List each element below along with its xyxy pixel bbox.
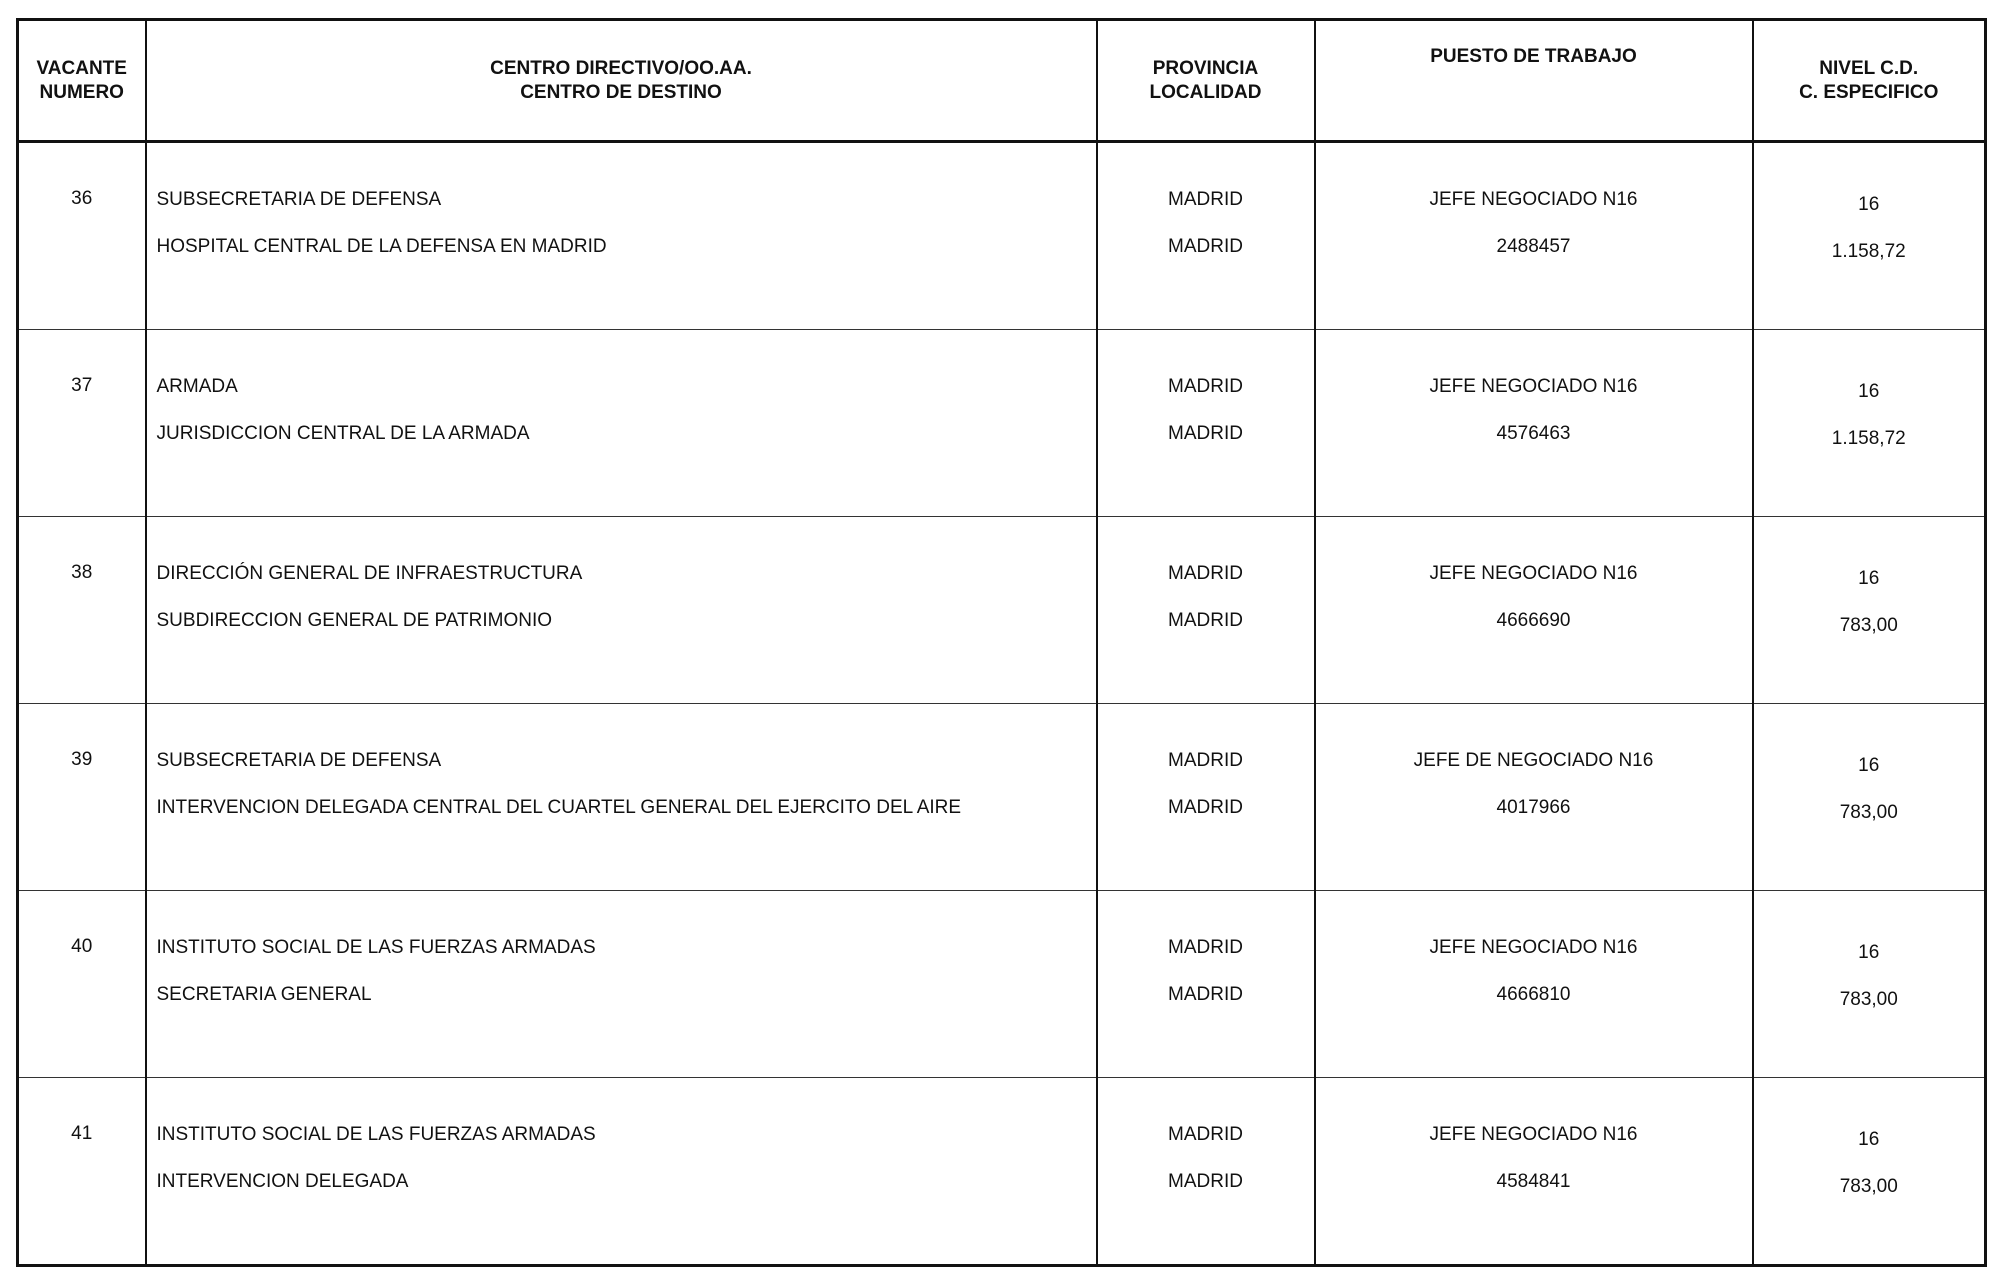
header-nivel-especifico: [1753, 20, 1986, 142]
table-row: [18, 891, 1986, 1078]
nivel-cd: 16: [1858, 755, 1880, 776]
vacante-number-cell: [18, 517, 146, 704]
puesto-trabajo: JEFE NEGOCIADO N16: [1429, 1124, 1638, 1145]
centro-cell: [146, 142, 1097, 330]
puesto-trabajo: JEFE NEGOCIADO N16: [1429, 937, 1638, 958]
complemento-especifico: 1.158,72: [1831, 428, 1906, 449]
provincia: MADRID: [1168, 563, 1243, 584]
header-puesto-line-1: PUESTO DE TRABAJO: [1430, 46, 1637, 67]
header-puesto-trabajo: [1315, 20, 1753, 142]
header-provincia-line-2: LOCALIDAD: [1149, 81, 1262, 103]
centro-destino: SECRETARIA GENERAL: [156, 984, 372, 1005]
nivel-cd: 16: [1858, 381, 1880, 402]
puesto-codigo: 4576463: [1496, 423, 1571, 444]
provincia: MADRID: [1168, 189, 1243, 210]
complemento-especifico: 1.158,72: [1831, 241, 1906, 262]
table-body: [18, 142, 1986, 1266]
provincia-cell: [1097, 704, 1315, 891]
header-nivel-line-1: NIVEL C.D.: [1819, 57, 1919, 79]
nivel-cell: [1753, 330, 1986, 517]
provincia-cell: [1097, 1078, 1315, 1266]
provincia-cell: [1097, 330, 1315, 517]
header-vacante-line-2: NUMERO: [39, 81, 124, 103]
table-row: [18, 142, 1986, 330]
provincia: MADRID: [1168, 376, 1243, 397]
puesto-cell: [1315, 142, 1753, 330]
nivel-cd: 16: [1858, 1129, 1880, 1150]
vacante-number: 41: [71, 1123, 93, 1144]
table-row: [18, 517, 1986, 704]
nivel-cell: [1753, 704, 1986, 891]
nivel-cell: [1753, 517, 1986, 704]
centro-destino: INTERVENCION DELEGADA: [156, 1171, 409, 1192]
puesto-codigo: 4017966: [1496, 797, 1571, 818]
provincia-cell: [1097, 517, 1315, 704]
nivel-cell: [1753, 1078, 1986, 1266]
centro-cell: [146, 891, 1097, 1078]
vacante-number: 39: [71, 749, 93, 770]
centro-directivo: INSTITUTO SOCIAL DE LAS FUERZAS ARMADAS: [156, 1124, 596, 1145]
header-vacante-line-1: VACANTE: [36, 57, 127, 79]
centro-directivo: INSTITUTO SOCIAL DE LAS FUERZAS ARMADAS: [156, 937, 596, 958]
localidad: MADRID: [1168, 1171, 1243, 1192]
provincia-cell: [1097, 891, 1315, 1078]
centro-destino: INTERVENCION DELEGADA CENTRAL DEL CUARTEL GENERAL DEL EJERCITO DEL AIRE: [156, 797, 962, 818]
vacante-number-cell: [18, 330, 146, 517]
complemento-especifico: 783,00: [1839, 615, 1898, 636]
table-row: [18, 330, 1986, 517]
vacante-number-cell: [18, 704, 146, 891]
vacante-number-cell: [18, 142, 146, 330]
header-provincia-line-1: PROVINCIA: [1152, 57, 1259, 79]
centro-destino: JURISDICCION CENTRAL DE LA ARMADA: [156, 423, 530, 444]
vacante-number-cell: [18, 1078, 146, 1266]
puesto-trabajo: JEFE DE NEGOCIADO N16: [1413, 750, 1654, 771]
centro-destino: SUBDIRECCION GENERAL DE PATRIMONIO: [156, 610, 553, 631]
puesto-cell: [1315, 1078, 1753, 1266]
localidad: MADRID: [1168, 236, 1243, 257]
puesto-codigo: 4584841: [1496, 1171, 1571, 1192]
provincia-cell: [1097, 142, 1315, 330]
centro-cell: [146, 704, 1097, 891]
puesto-cell: [1315, 704, 1753, 891]
nivel-cd: 16: [1858, 568, 1880, 589]
table-row: [18, 704, 1986, 891]
puesto-trabajo: JEFE NEGOCIADO N16: [1429, 376, 1638, 397]
provincia: MADRID: [1168, 1124, 1243, 1145]
vacante-number-cell: [18, 891, 146, 1078]
header-provincia-localidad: [1097, 20, 1315, 142]
centro-directivo: SUBSECRETARIA DE DEFENSA: [156, 189, 442, 210]
nivel-cell: [1753, 891, 1986, 1078]
vacancies-table: [16, 18, 1987, 1267]
puesto-cell: [1315, 891, 1753, 1078]
provincia: MADRID: [1168, 937, 1243, 958]
centro-directivo: DIRECCIÓN GENERAL DE INFRAESTRUCTURA: [156, 563, 583, 584]
localidad: MADRID: [1168, 984, 1243, 1005]
puesto-trabajo: JEFE NEGOCIADO N16: [1429, 563, 1638, 584]
complemento-especifico: 783,00: [1839, 802, 1898, 823]
vacante-number: 40: [71, 936, 93, 957]
centro-directivo: ARMADA: [156, 376, 238, 397]
header-centro-line-2: CENTRO DE DESTINO: [520, 81, 722, 103]
vacante-number: 36: [71, 188, 93, 209]
complemento-especifico: 783,00: [1839, 989, 1898, 1010]
centro-cell: [146, 1078, 1097, 1266]
nivel-cell: [1753, 142, 1986, 330]
header-nivel-line-2: C. ESPECIFICO: [1799, 81, 1939, 103]
centro-cell: [146, 517, 1097, 704]
vacante-number: 38: [71, 562, 93, 583]
localidad: MADRID: [1168, 423, 1243, 444]
header-centro-line-1: CENTRO DIRECTIVO/OO.AA.: [490, 57, 752, 79]
centro-destino: HOSPITAL CENTRAL DE LA DEFENSA EN MADRID: [156, 236, 607, 257]
header-centro: [146, 20, 1097, 142]
puesto-codigo: 4666690: [1496, 610, 1571, 631]
nivel-cd: 16: [1858, 942, 1880, 963]
localidad: MADRID: [1168, 610, 1243, 631]
provincia: MADRID: [1168, 750, 1243, 771]
puesto-cell: [1315, 330, 1753, 517]
puesto-trabajo: JEFE NEGOCIADO N16: [1429, 189, 1638, 210]
nivel-cd: 16: [1858, 194, 1880, 215]
puesto-codigo: 4666810: [1496, 984, 1571, 1005]
localidad: MADRID: [1168, 797, 1243, 818]
complemento-especifico: 783,00: [1839, 1176, 1898, 1197]
centro-cell: [146, 330, 1097, 517]
puesto-cell: [1315, 517, 1753, 704]
centro-directivo: SUBSECRETARIA DE DEFENSA: [156, 750, 442, 771]
puesto-codigo: 2488457: [1496, 236, 1571, 257]
vacante-number: 37: [71, 375, 93, 396]
table-row: [18, 1078, 1986, 1266]
header-row: [18, 20, 1986, 142]
header-vacante-numero: [18, 20, 146, 142]
